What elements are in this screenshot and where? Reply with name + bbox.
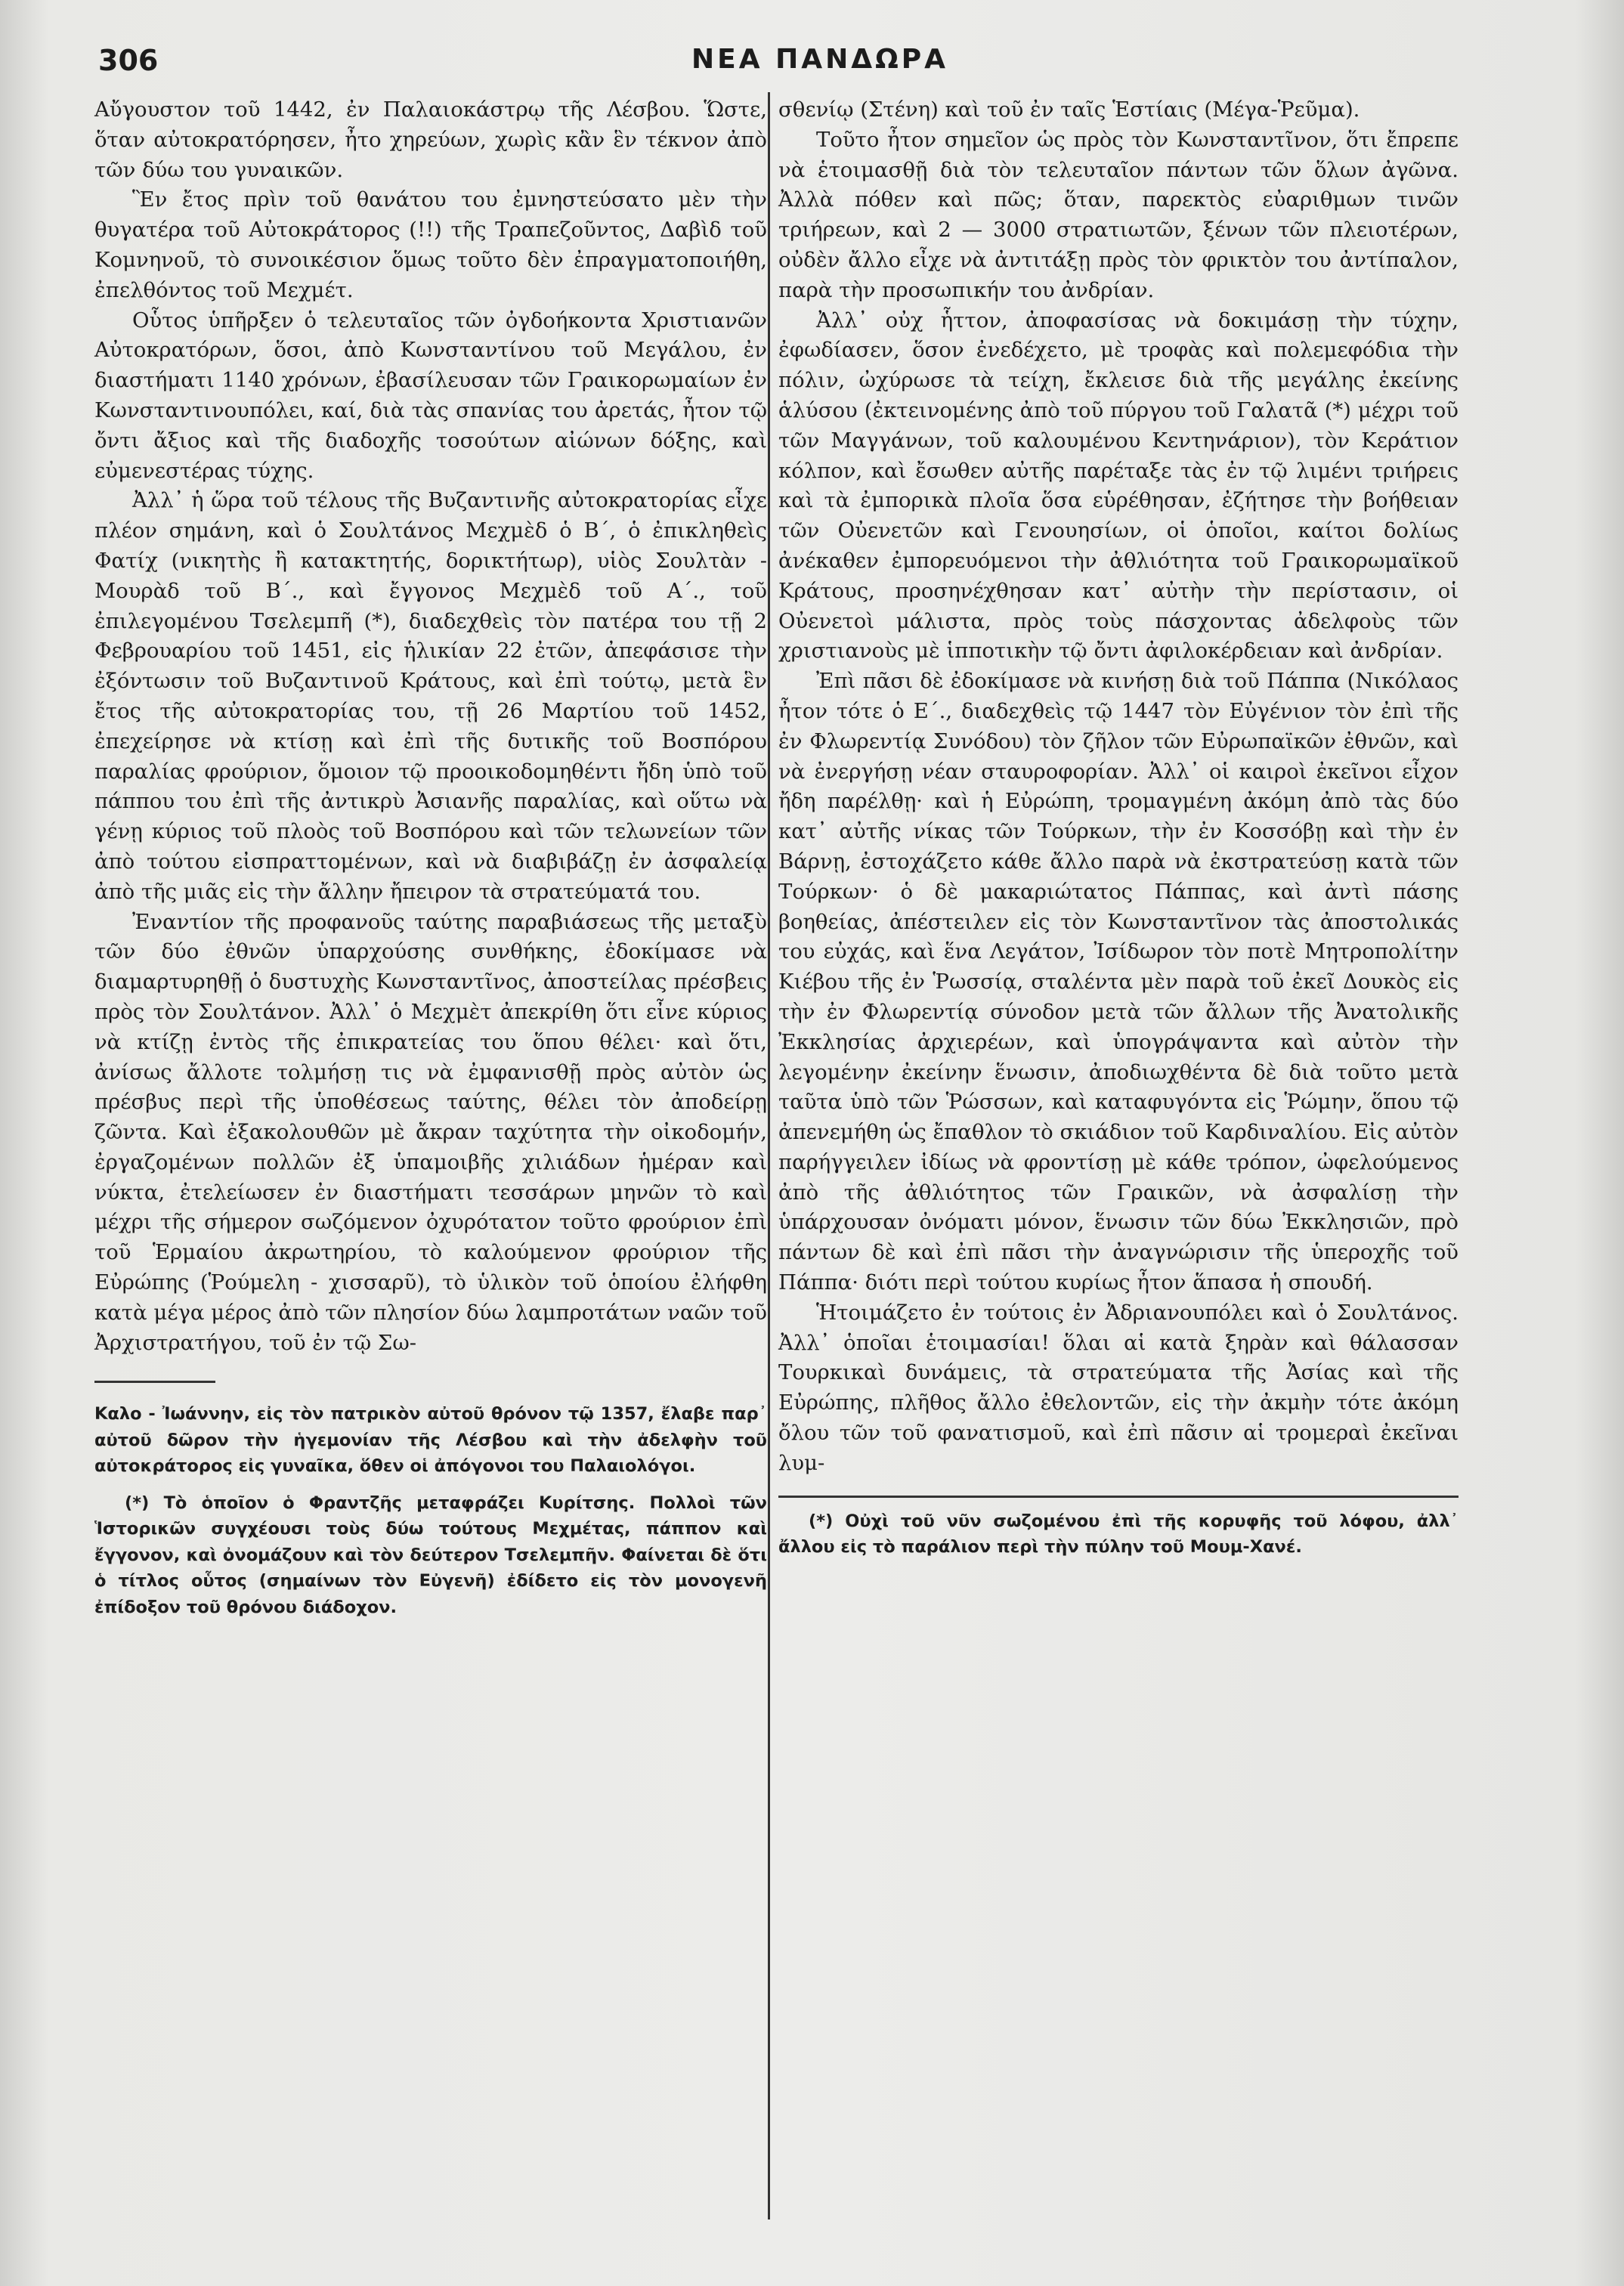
left-column-body [94,95,767,1358]
footnote-rule [94,1381,215,1383]
column-divider [768,92,770,2219]
paragraph: Ἀλλ᾿ ἡ ὥρα τοῦ τέλους τῆς Βυζαντινῆς αὐτοκρατορίας εἶχε πλέον σημάνη, καὶ ὁ Σουλτάνος Μεχμὲδ ὁ Β΄, ὁ ἐπικληθεὶς Φατίχ (νικητὴς ἢ κατακτητής, δορικτήτωρ), υἱὸς Σουλτὰν - Μουρὰδ τοῦ Β΄., καὶ ἔγγονος Μεχμὲδ τοῦ Α΄., τοῦ ἐπιλεγομένου Τσελεμπῆ (*), διαδεχθεὶς τὸν πατέρα του τῇ 2 Φεβρουαρίου τοῦ 1451, εἰς ἡλικίαν 22 ἐτῶν, ἀπεφάσισε τὴν ἐξόντωσιν τοῦ Βυζαντινοῦ Κράτους, καὶ ἐπὶ τούτῳ, μετὰ ἓν ἔτος τῆς αὐτοκρατορίας του, τῇ 26 Μαρτίου τοῦ 1452, ἐπεχείρησε νὰ κτίσῃ καὶ ἐπὶ τῆς δυτικῆς τοῦ Βοσπόρου παραλίας φρούριον, ὅμοιον τῷ προοικοδομηθέντι ἤδη ὑπὸ τοῦ πάππου του ἐπὶ τῆς ἀντικρὺ Ἀσιανῆς παραλίας, καὶ οὕτω νὰ γένῃ κύριος τοῦ πλοὸς τοῦ Βοσπόρου καὶ τῶν τελωνείων τῶν ἀπὸ τούτου εἰσπραττομένων, καὶ νὰ διαβιβάζῃ ἐν ἀσφαλείᾳ ἀπὸ τῆς μιᾶς εἰς τὴν ἄλλην ἤπειρον τὰ στρατεύματά του. [94,488,767,904]
paragraph: Τοῦτο ἦτον σημεῖον ὡς πρὸς τὸν Κωνσταντῖνον, ὅτι ἔπρεπε νὰ ἑτοιμασθῇ διὰ τὸν τελευταῖον πάντων τῶν ὅλων ἀγῶνα. Ἀλλὰ πόθεν καὶ πῶς; ὅταν, παρεκτὸς εὐαριθμων τινῶν τριήρεων, καὶ 2 — 3000 στρατιωτῶν, ξένων τῶν πλειοτέρων, οὐδὲν ἄλλο εἶχε νὰ ἀντιτάξῃ πρὸς τὸν φρικτὸν του ἀντίπαλον, παρὰ τὴν προσωπικήν του ἀνδρίαν. [778,127,1459,302]
journal-title: ΝΕΑ ΠΑΝΔΩΡΑ [691,44,948,75]
footnote-rule [778,1496,1459,1498]
paragraph: Αὔγουστον τοῦ 1442, ἐν Παλαιοκάστρῳ τῆς Λέσβου. Ὥστε, ὅταν αὐτοκρατόρησεν, ἦτο χηρεύων, χωρὶς κἂν ἓν τέκνον ἀπὸ τῶν δύω του γυναικῶν. [94,97,767,182]
paragraph: σθενίῳ (Στένη) καὶ τοῦ ἐν ταῖς Ἑστίαις (Μέγα-Ῥεῦμα). [778,97,1360,122]
footnote: (*) Τὸ ὁποῖον ὁ Φραντζῆς μεταφράζει Κυρίτσης. Πολλοὶ τῶν Ἱστορικῶν συγχέουσι τοὺς δύω τούτους Μεχμέτας, πάππον καὶ ἔγγονον, καὶ ὀνομάζουν καὶ τὸν δεύτερον Τσελεμπῆν. Φαίνεται δὲ ὅτι ὁ τίτλος οὗτος (σημαίνων τὸν Εὐγενῆ) ἐδίδετο εἰς τὸν μονογενῆ ἐπίδοξον τοῦ θρόνου διάδοχον. [94,1493,767,1617]
running-head [98,44,1542,89]
paragraph: Ἓν ἔτος πρὶν τοῦ θανάτου του ἐμνηστεύσατο μὲν τὴν θυγατέρα τοῦ Αὐτοκράτορος (!!) τῆς Τραπεζοῦντος, Δαβὶδ τοῦ Κομνηνοῦ, τὸ συνοικέσιον ὅμως τοῦτο δὲν ἐπραγματοποιήθη, ἐπελθόντος τοῦ Μεχμέτ. [94,187,767,302]
right-column [778,95,1459,1571]
paragraph: Ἐπὶ πᾶσι δὲ ἐδοκίμασε νὰ κινήσῃ διὰ τοῦ Πάππα (Νικόλαος ἦτον τότε ὁ Ε΄., διαδεχθεὶς τῷ 1447 τὸν Εὐγένιον τὸν ἐπὶ τῆς ἐν Φλωρεντίᾳ Συνόδου) τὸν ζῆλον τῶν Εὐρωπαϊκῶν ἐθνῶν, καὶ νὰ ἐνεργήσῃ νέαν σταυροφορίαν. Ἀλλ᾿ οἱ καιροὶ ἐκεῖνοι εἶχον ἤδη παρέλθῃ· καὶ ἡ Εὐρώπη, τρομαγμένη ἀκόμη ἀπὸ τὰς δύο κατ᾿ αὐτῆς νίκας τῶν Τούρκων, τὴν ἐν Κοσσόβῃ καὶ τὴν ἐν Βάρνῃ, ἐστοχάζετο κάθε ἄλλο παρὰ νὰ ἐκστρατεύσῃ κατὰ τῶν Τούρκων· ὁ δὲ μακαριώτατος Πάππας, καὶ ἀντὶ πάσης βοηθείας, ἀπέστειλεν εἰς τὸν Κωνσταντῖνον τὰς ἀποστολικάς του εὐχάς, καὶ ἕνα Λεγάτον, Ἰσίδωρον τὸν ποτὲ Μητροπολίτην Κιέβου τῆς ἐν Ῥωσσίᾳ, σταλέντα μὲν παρὰ τοῦ ἐκεῖ Δουκὸς εἰς τὴν ἐν Φλωρεντίᾳ σύνοδον μετὰ τῶν ἄλλων τῆς Ἀνατολικῆς Ἐκκλησίας ἀρχιερέων, καὶ ὑπογράψαντα καὶ αὐτὸν τὴν λεγομένην ἐκείνην ἕνωσιν, ἀποδιωχθέντα δὲ διὰ τοῦτο μετὰ ταῦτα ὑπὸ τῶν Ῥώσσων, καὶ καταφυγόντα εἰς Ῥώμην, ὅπου τῷ ἀπενεμήθη ὡς ἔπαθλον τὸ σκιάδιον τοῦ Καρδιναλίου. Εἰς αὐτὸν παρήγγειλεν ἰδίως νὰ φροντίσῃ μὲ κάθε τρόπον, ὠφελούμενος ἀπὸ τῆς ἀθλιότητος τῶν Γραικῶν, νὰ ἀσφαλίσῃ τὴν ὑπάρχουσαν ὀνόματι μόνον, ἕνωσιν τῶν δύω Ἐκκλησιῶν, πρὸ πάντων δὲ καὶ ἐπὶ πᾶσι τὴν ἀναγνώρισιν τῆς ὑπεροχῆς τοῦ Πάππα· διότι περὶ τούτου κυρίως ἦτον ἅπασα ἡ σπουδή. [778,669,1459,1295]
footnote: (*) Οὐχὶ τοῦ νῦν σωζομένου ἐπὶ τῆς κορυφῆς τοῦ λόφου, ἀλλ᾿ ἄλλου εἰς τὸ παράλιον περὶ τὴν πύλην τοῦ Μουμ-Χανέ. [778,1511,1459,1558]
footnote: Καλο - Ἰωάννην, εἰς τὸν πατρικὸν αὐτοῦ θρόνον τῷ 1357, ἔλαβε παρ᾿ αὐτοῦ δῶρον τὴν ἡγεμονίαν τῆς Λέσβου καὶ τὴν ἀδελφὴν τοῦ αὐτοκράτορος εἰς γυναῖκα, ὅθεν οἱ ἀπόγονοι του Παλαιολόγοι. [94,1404,767,1477]
paragraph: Ἡτοιμάζετο ἐν τούτοις ἐν Ἀδριανουπόλει καὶ ὁ Σουλτάνος. Ἀλλ᾿ ὁποῖαι ἑτοιμασίαι! ὅλαι αἱ κατὰ ξηρὰν καὶ θάλασσαν Τουρκικαὶ δυνάμεις, τὰ στρατεύματα τῆς Ἀσίας καὶ τῆς Εὐρώπης, πλῆθος ἄλλο ἐθελοντῶν, εἰς τὴν ἀκμὴν τότε ἀκόμη ὄλου τῶν τοῦ φανατισμοῦ, καὶ ἐπὶ πᾶσιν αἱ τρομεραὶ ἐκεῖναι λυμ- [778,1300,1459,1475]
paragraph: Οὗτος ὑπῆρξεν ὁ τελευταῖος τῶν ὀγδοήκοντα Χριστιανῶν Αὐτοκρατόρων, ὅσοι, ἀπὸ Κωνσταντίνου τοῦ Μεγάλου, ἐν διαστήματι 1140 χρόνων, ἐβασίλευσαν τῶν Γραικορωμαίων ἐν Κωνσταντινουπόλει, καί, διὰ τὰς σπανίας του ἀρετάς, ἦτον τῷ ὄντι ἄξιος καὶ τῆς διαδοχῆς τοσούτων αἰώνων δόξης, καὶ εὐμενεστέρας τύχης. [94,308,767,483]
paragraph: Ἀλλ᾿ οὐχ ἧττον, ἀποφασίσας νὰ δοκιμάσῃ τὴν τύχην, ἐφωδίασεν, ὅσον ἐνεδέχετο, μὲ τροφὰς καὶ πολεμεφόδια τὴν πόλιν, ὠχύρωσε τὰ τείχη, ἔκλεισε διὰ τῆς μεγάλης ἐκείνης ἁλύσου (ἐκτεινομένης ἀπὸ τοῦ πύργου τοῦ Γαλατᾶ (*) μέχρι τοῦ τῶν Μαγγάνων, τοῦ καλουμένου Κεντηνάριον), τὸν Κεράτιον κόλπον, καὶ ἔσωθεν αὐτῆς παρέταξε τὰς ἐν τῷ λιμένι τριήρεις καὶ τὰ ἐμπορικὰ πλοῖα ὅσα εὑρέθησαν, ἐζήτησε τὴν βοήθειαν τῶν Οὐενετῶν καὶ Γενουησίων, οἱ ὁποῖοι, καίτοι δολίως ἀνέκαθεν ἐμπορευόμενοι τὴν ἀθλιότητα τοῦ Γραικορωμαϊκοῦ Κράτους, προσηνέχθησαν κατ᾿ αὐτὴν τὴν περίστασιν, οἱ Οὐενετοὶ μάλιστα, πρὸς τοὺς πάσχοντας ἀδελφοὺς τῶν χριστιανοὺς μὲ ἱπποτικὴν τῷ ὄντι ἀφιλοκέρδειαν καὶ ἀνδρίαν. [778,308,1459,664]
right-column-body [778,95,1459,1479]
left-footnotes [94,1401,767,1620]
left-column [94,95,767,1631]
page-number: 306 [98,44,159,77]
paragraph: Ἐναντίον τῆς προφανοῦς ταύτης παραβιάσεως τῆς μεταξὺ τῶν δύο ἐθνῶν ὑπαρχούσης συνθήκης, ἐδοκίμασε νὰ διαμαρτυρηθῇ ὁ δυστυχὴς Κωνσταντῖνος, ἀποστείλας πρέσβεις πρὸς τὸν Σουλτάνον. Ἀλλ᾿ ὁ Μεχμὲτ ἀπεκρίθη ὅτι εἶνε κύριος νὰ κτίζῃ ἐντὸς τῆς ἐπικρατείας του ὅπου θέλει· καὶ ὅτι, ἀνίσως ἄλλοτε τολμήσῃ τις νὰ ἐμφανισθῇ πρὸς αὐτὸν ὡς πρέσβυς περὶ τῆς ὑποθέσεως ταύτης, θέλει τὸν ἀποδείρῃ ζῶντα. Καὶ ἐξακολουθῶν μὲ ἄκραν ταχύτητα τὴν οἰκοδομήν, ἐργαζομένων πολλῶν ἐξ ὑπαμοιβῆς χιλιάδων ἡμέραν καὶ νύκτα, ἐτελείωσεν ἐν διαστήματι τεσσάρων μηνῶν τὸ καὶ μέχρι τῆς σήμερον σωζόμενον ὀχυρότατον τοῦτο φρούριον ἐπὶ τοῦ Ἑρμαίου ἀκρωτηρίου, τὸ καλούμενον φρούριον τῆς Εὐρώπης (Ῥούμελη - χισσαρῦ), τὸ ὑλικὸν τοῦ ὁποίου ἐλήφθη κατὰ μέγα μέρος ἀπὸ τῶν πλησίον δύω λαμπροτάτων ναῶν τοῦ Ἀρχιστρατήγου, τοῦ ἐν τῷ Σω- [94,909,767,1355]
right-footnotes [778,1508,1459,1561]
